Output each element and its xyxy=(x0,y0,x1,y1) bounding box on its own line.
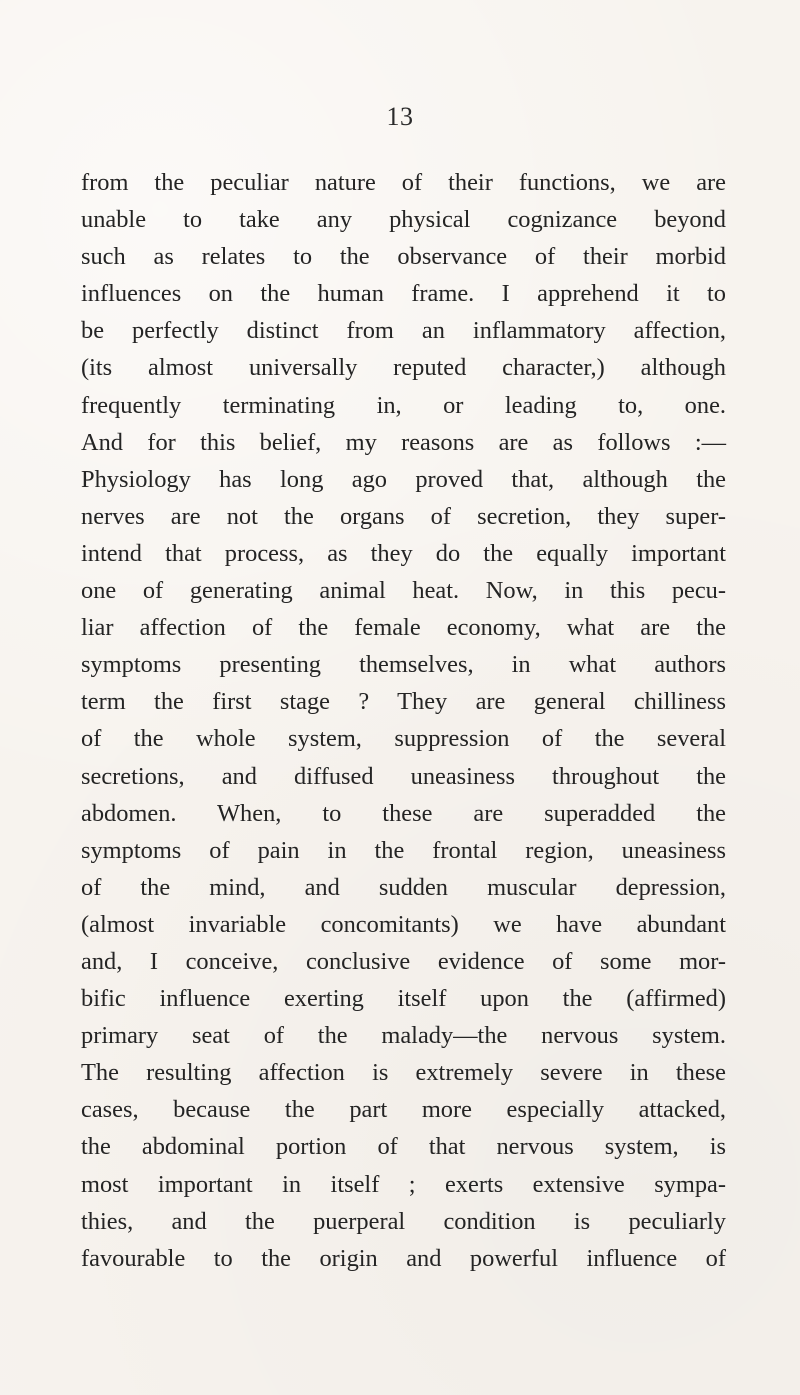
text-line: such as relates to the observance of their morbid xyxy=(81,243,726,271)
text-line: The resulting affection is extremely severe in these xyxy=(81,1059,726,1087)
text-line: unable to take any physical cognizance beyond xyxy=(81,206,726,234)
text-line: (its almost universally reputed character,) although xyxy=(81,354,726,382)
text-line: and, I conceive, conclusive evidence of some mor- xyxy=(81,947,726,975)
text-line: favourable to the origin and powerful influence of xyxy=(81,1244,726,1272)
text-line: thies, and the puerperal condition is peculiarly xyxy=(81,1207,726,1235)
text-line: primary seat of the malady—the nervous system. xyxy=(81,1022,726,1050)
text-line: one of generating animal heat. Now, in this pecu- xyxy=(81,577,726,605)
text-line: (almost invariable concomitants) we have abundant xyxy=(81,910,726,938)
text-line: most important in itself ; exerts extensive sympa- xyxy=(81,1170,726,1198)
text-line: intend that process, as they do the equally important xyxy=(81,539,726,567)
text-line: the abdominal portion of that nervous system, is xyxy=(81,1133,726,1161)
text-line: influences on the human frame. I apprehend it to xyxy=(81,280,726,308)
text-line: term the first stage ? They are general chilliness xyxy=(81,688,726,716)
text-line: cases, because the part more especially attacked, xyxy=(81,1096,726,1124)
text-line: And for this belief, my reasons are as follows :— xyxy=(81,428,726,456)
text-line: symptoms of pain in the frontal region, uneasiness xyxy=(81,836,726,864)
text-line: abdomen. When, to these are superadded the xyxy=(81,799,726,827)
text-line: of the whole system, suppression of the several xyxy=(81,725,726,753)
body-text xyxy=(81,164,726,1277)
text-line: Physiology has long ago proved that, although the xyxy=(81,465,726,493)
text-line: symptoms presenting themselves, in what authors xyxy=(81,651,726,679)
page-number: 13 xyxy=(386,102,414,131)
text-line: nerves are not the organs of secretion, they super- xyxy=(81,502,726,530)
text-line: liar affection of the female economy, what are the xyxy=(81,614,726,642)
text-line: frequently terminating in, or leading to, one. xyxy=(81,391,726,419)
text-line: be perfectly distinct from an inflammatory affection, xyxy=(81,317,726,345)
text-line: from the peculiar nature of their functions, we are xyxy=(81,169,726,196)
text-line: bific influence exerting itself upon the (affirmed) xyxy=(81,985,726,1013)
text-line: of the mind, and sudden muscular depression, xyxy=(81,873,726,901)
text-line: secretions, and diffused uneasiness throughout the xyxy=(81,762,726,790)
